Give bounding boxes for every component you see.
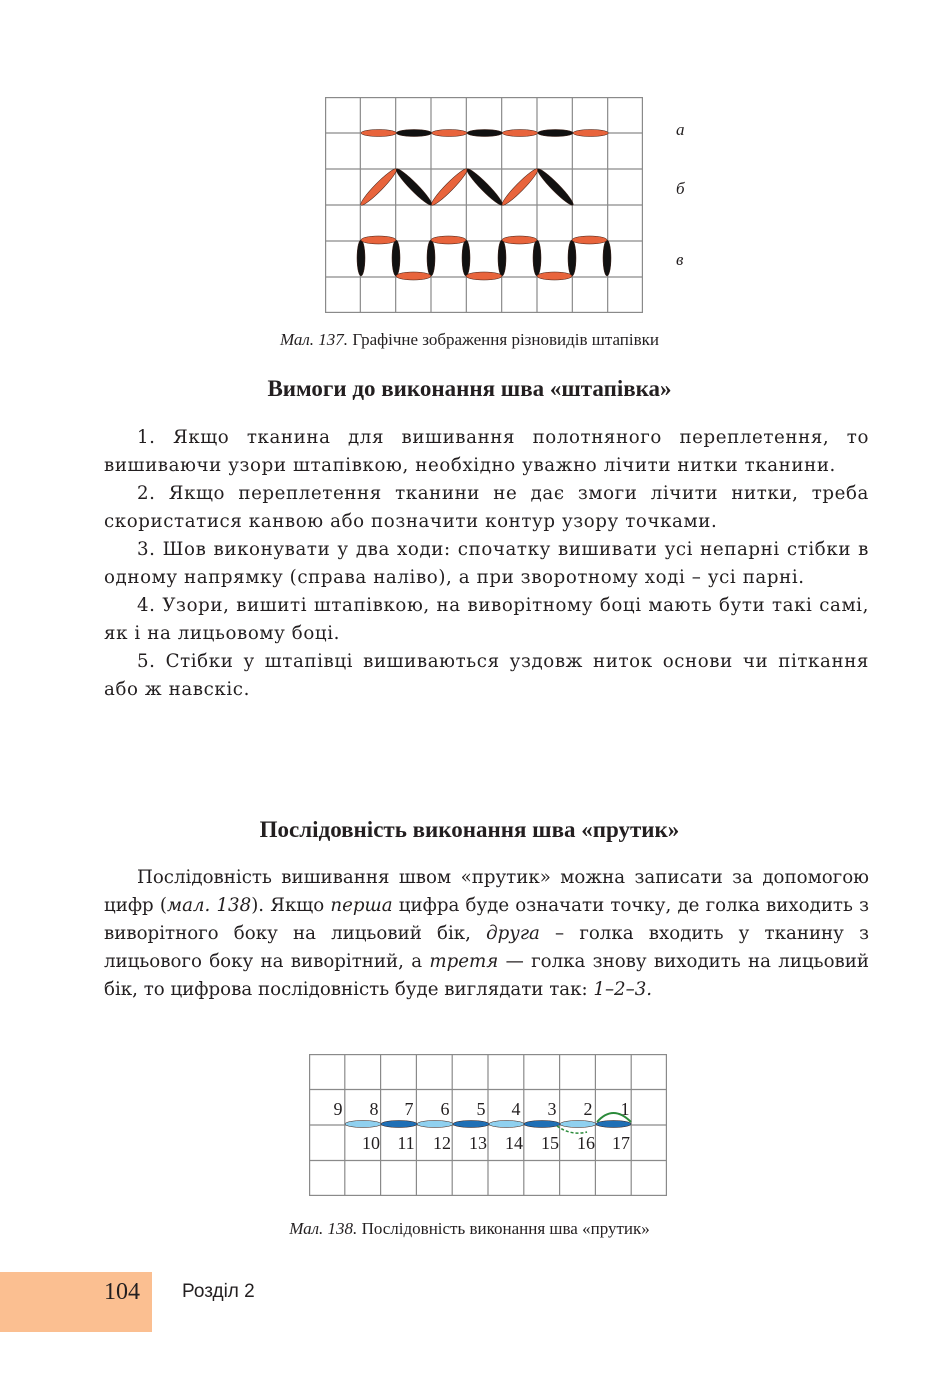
figure-label-a: а bbox=[676, 120, 685, 139]
requirement-item: 3. Шов виконувати у два ходи: спочатку вишивати усі непарні стібки в одному напрямку (справа наліво), а при зворотному ході – усі парні. bbox=[104, 539, 869, 588]
stitch-number-bottom: 14 bbox=[505, 1133, 523, 1153]
section-heading-sequence: Послідовність виконання шва «прутик» bbox=[259, 817, 680, 842]
stitch bbox=[537, 272, 572, 280]
stitch bbox=[432, 130, 467, 137]
stitch-number-top: 9 bbox=[333, 1099, 343, 1119]
stitch bbox=[573, 130, 608, 137]
stitch bbox=[498, 240, 506, 276]
stitch-number-bottom: 11 bbox=[397, 1133, 415, 1153]
sequence-paragraph bbox=[104, 864, 869, 1004]
stitch bbox=[392, 240, 400, 276]
chapter-label: Розділ 2 bbox=[182, 1281, 255, 1302]
stitch bbox=[381, 1121, 417, 1128]
stitch bbox=[462, 240, 470, 276]
stitch bbox=[533, 240, 541, 276]
stitch-number-bottom: 16 bbox=[577, 1133, 595, 1153]
paragraph bbox=[104, 864, 869, 1004]
text-span: – голка входить у тканину з лицьового боку на виворітний, а bbox=[104, 923, 869, 972]
stitch-number-bottom: 15 bbox=[541, 1133, 559, 1153]
stitch bbox=[572, 236, 607, 244]
figure-ref: мал. 138 bbox=[166, 895, 252, 916]
stitch bbox=[453, 1121, 489, 1128]
figure-137-diagram bbox=[325, 97, 643, 313]
stitch bbox=[535, 166, 576, 208]
stitch bbox=[499, 166, 540, 208]
requirements-list bbox=[104, 424, 869, 704]
stitch bbox=[361, 236, 396, 244]
stitch bbox=[524, 1121, 560, 1128]
stitch bbox=[361, 130, 396, 137]
text-span: Послідовність вишивання швом «прутик» можна записати за допомогою цифр ( bbox=[104, 867, 869, 916]
stitch-number-top: 7 bbox=[404, 1099, 414, 1119]
page-number: 104 bbox=[104, 1279, 140, 1305]
stitch-number-top: 2 bbox=[583, 1099, 593, 1119]
caption-text: Графічне зображення різновидів штапівки bbox=[352, 330, 660, 349]
text-span: цифра буде означати точку, де голка виходить з виворітного боку на лицьовий бік, bbox=[104, 895, 870, 944]
stitch bbox=[357, 240, 365, 276]
stitch-number-bottom: 17 bbox=[612, 1133, 630, 1153]
stitch bbox=[358, 166, 399, 208]
caption-label: Мал. 138. bbox=[289, 1219, 358, 1238]
requirement-item: 2. Якщо переплетення тканини не дає змоги лічити нитки, треба скористатися канвою або позначити контур узору точками. bbox=[104, 483, 869, 532]
stitch bbox=[431, 236, 466, 244]
requirement-item: 1. Якщо тканина для вишивання полотняного переплетення, то вишиваючи узори штапівкою, необхідно уважно лічити нитки тканини. bbox=[104, 427, 869, 476]
stitch bbox=[427, 240, 435, 276]
stitch bbox=[502, 130, 537, 137]
stitch bbox=[396, 130, 431, 137]
stitch bbox=[596, 1121, 631, 1128]
caption-text: Послідовність виконання шва «прутик» bbox=[361, 1219, 650, 1238]
stitch-number-top: 5 bbox=[476, 1099, 486, 1119]
stitch bbox=[489, 1121, 524, 1128]
requirement-item: 5. Стібки у штапівці вишиваються уздовж ниток основи чи піткання або ж навскіс. bbox=[104, 651, 869, 700]
stitch-number-bottom: 10 bbox=[362, 1133, 380, 1153]
stitch bbox=[466, 272, 502, 280]
figure-label-v: в bbox=[676, 250, 684, 269]
stitch-number-top: 3 bbox=[547, 1099, 557, 1119]
stitch bbox=[568, 240, 576, 276]
stitch bbox=[464, 166, 505, 208]
term-third: третя bbox=[429, 951, 499, 972]
stitch bbox=[538, 130, 573, 137]
stitch bbox=[502, 236, 537, 244]
caption-label: Мал. 137. bbox=[279, 330, 349, 349]
stitch-number-top: 4 bbox=[511, 1099, 521, 1119]
stitch bbox=[603, 240, 611, 276]
figure-label-b: б bbox=[676, 179, 685, 198]
stitch-number-bottom: 13 bbox=[469, 1133, 487, 1153]
sequence-formula: 1–2–3. bbox=[593, 979, 653, 1000]
stitch bbox=[345, 1121, 381, 1128]
text-span: — голка знову виходить на лицьовий бік, то цифрова послідовність буде виглядати так: bbox=[104, 951, 869, 1000]
stitch-number-top: 1 bbox=[620, 1099, 630, 1119]
stitch bbox=[417, 1121, 453, 1128]
text-span: ). Якщо bbox=[251, 895, 331, 916]
stitch bbox=[560, 1121, 596, 1128]
stitch-number-top: 8 bbox=[369, 1099, 379, 1119]
stitch bbox=[393, 166, 434, 208]
figure-138-caption bbox=[0, 1219, 939, 1239]
requirement-item: 4. Узори, вишиті штапівкою, на виворітному боці мають бути такі самі, як і на лицьовому боці. bbox=[104, 595, 869, 644]
figure-138-diagram bbox=[309, 1054, 667, 1196]
stitch bbox=[429, 166, 470, 208]
term-first: перша bbox=[330, 895, 393, 916]
term-second: друга bbox=[486, 923, 540, 944]
figure-137-caption bbox=[0, 330, 939, 350]
section-heading-requirements: Вимоги до виконання шва «штапівка» bbox=[267, 376, 672, 401]
stitch bbox=[396, 272, 431, 280]
stitch-number-top: 6 bbox=[440, 1099, 450, 1119]
stitch bbox=[467, 130, 502, 137]
stitch-number-bottom: 12 bbox=[433, 1133, 451, 1153]
